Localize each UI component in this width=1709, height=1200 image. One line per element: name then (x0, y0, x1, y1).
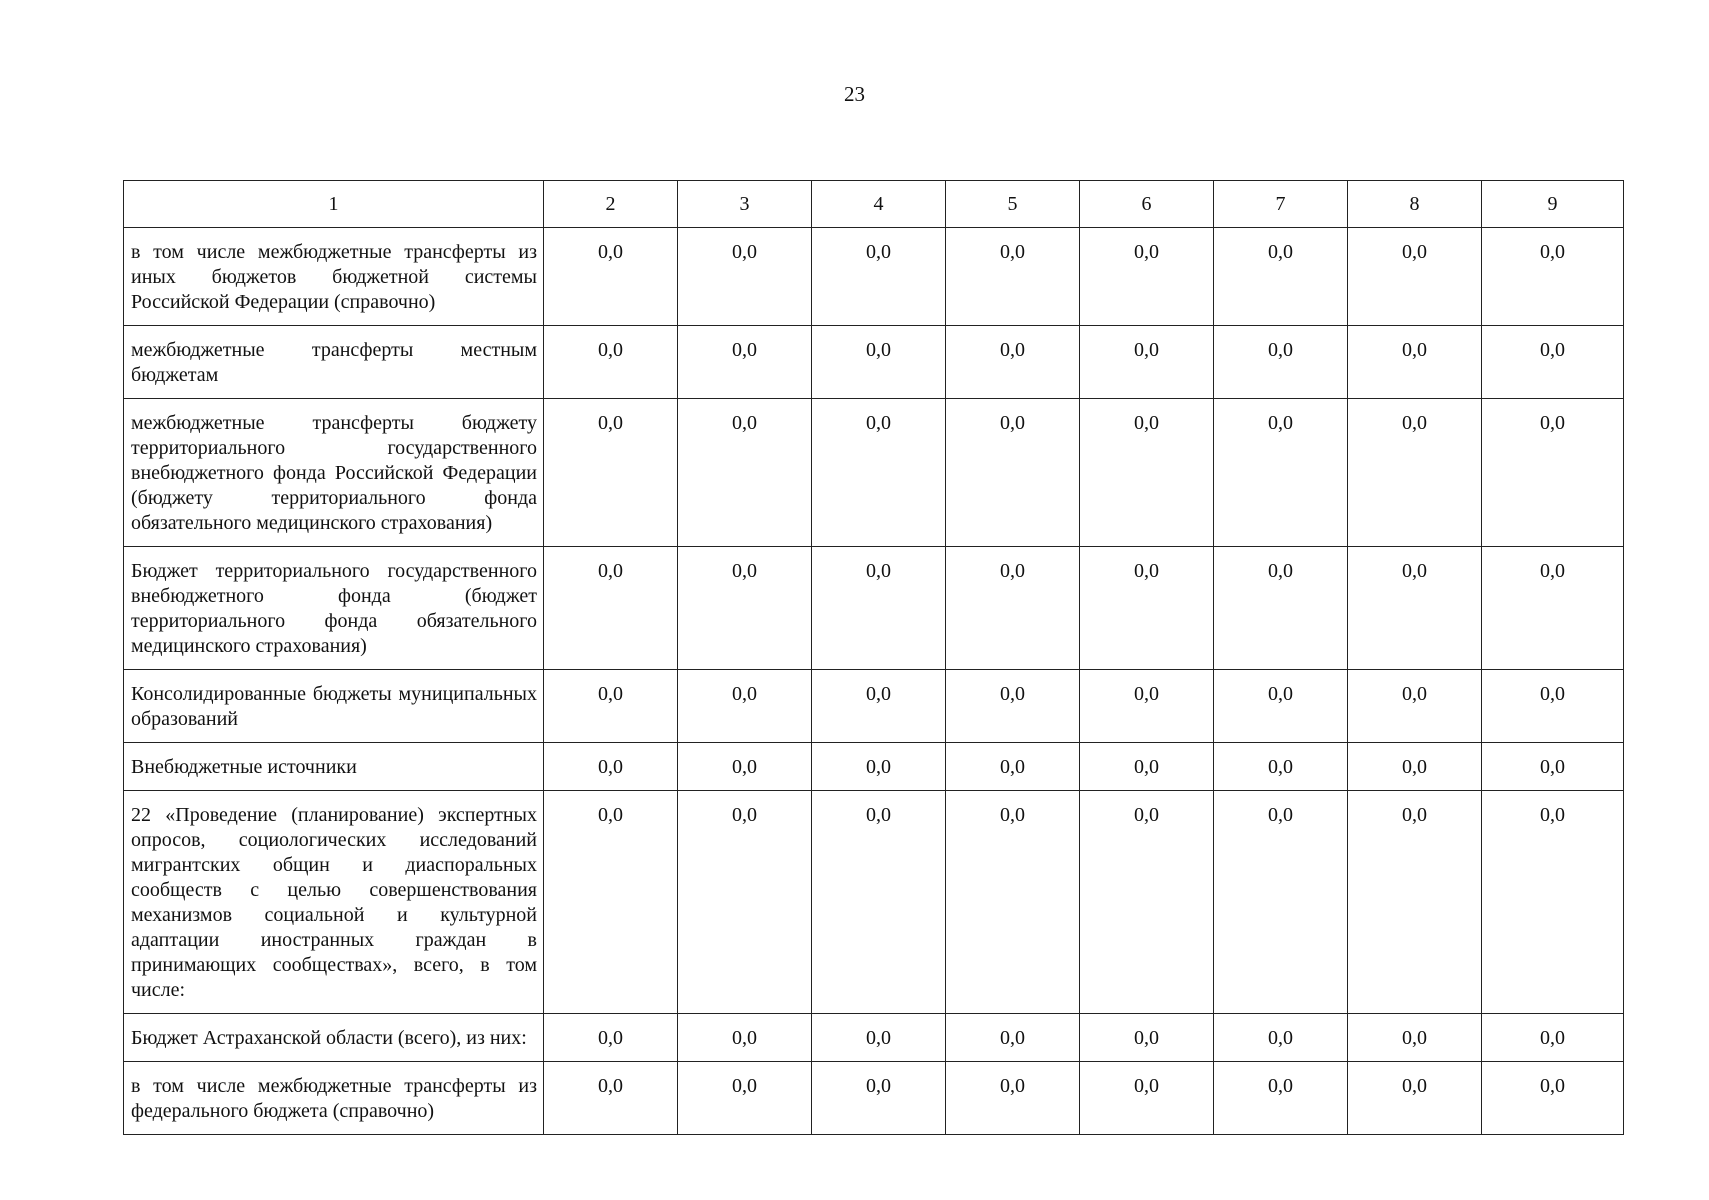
table-row (124, 326, 1624, 399)
row-value: 0,0 (1348, 1014, 1482, 1062)
row-value: 0,0 (1080, 1014, 1214, 1062)
row-value: 0,0 (946, 228, 1080, 326)
row-value: 0,0 (1080, 547, 1214, 670)
row-value: 0,0 (1080, 1062, 1214, 1135)
budget-table (123, 180, 1624, 1135)
row-value: 0,0 (1214, 670, 1348, 743)
row-value: 0,0 (946, 743, 1080, 791)
table-row (124, 547, 1624, 670)
row-value: 0,0 (946, 670, 1080, 743)
table-row (124, 670, 1624, 743)
page-number: 23 (844, 82, 865, 106)
header-row (124, 181, 1624, 228)
row-value: 0,0 (678, 547, 812, 670)
table-row (124, 1062, 1624, 1135)
row-value: 0,0 (1214, 1062, 1348, 1135)
row-value: 0,0 (1214, 1014, 1348, 1062)
row-value: 0,0 (1214, 547, 1348, 670)
table-row (124, 743, 1624, 791)
row-label: Консолидированные бюджеты муниципальных образований (124, 670, 544, 743)
row-value: 0,0 (1214, 326, 1348, 399)
row-value: 0,0 (678, 670, 812, 743)
row-value: 0,0 (1348, 547, 1482, 670)
row-value: 0,0 (1214, 743, 1348, 791)
row-value: 0,0 (812, 791, 946, 1014)
row-value: 0,0 (1482, 547, 1624, 670)
row-value: 0,0 (1348, 791, 1482, 1014)
row-value: 0,0 (1080, 399, 1214, 547)
row-value: 0,0 (544, 670, 678, 743)
row-value: 0,0 (812, 228, 946, 326)
row-value: 0,0 (544, 791, 678, 1014)
row-value: 0,0 (1080, 228, 1214, 326)
row-value: 0,0 (1214, 399, 1348, 547)
row-value: 0,0 (544, 326, 678, 399)
row-value: 0,0 (544, 228, 678, 326)
row-value: 0,0 (946, 1014, 1080, 1062)
row-value: 0,0 (1348, 326, 1482, 399)
row-value: 0,0 (1482, 326, 1624, 399)
column-header: 8 (1348, 181, 1482, 228)
row-value: 0,0 (678, 791, 812, 1014)
row-label: Бюджет Астраханской области (всего), из них: (124, 1014, 544, 1062)
row-label: Внебюджетные источники (124, 743, 544, 791)
row-value: 0,0 (946, 791, 1080, 1014)
row-value: 0,0 (544, 547, 678, 670)
row-value: 0,0 (1482, 791, 1624, 1014)
row-label: межбюджетные трансферты местным бюджетам (124, 326, 544, 399)
row-value: 0,0 (946, 326, 1080, 399)
column-header: 2 (544, 181, 678, 228)
row-value: 0,0 (678, 743, 812, 791)
column-header: 9 (1482, 181, 1624, 228)
row-label: Бюджет территориального государственного внебюджетного фонда (бюджет территориального фонда обязательного медицинского страхования) (124, 547, 544, 670)
row-value: 0,0 (1348, 228, 1482, 326)
row-label: 22 «Проведение (планирование) экспертных опросов, социологических исследований мигрантских общин и диаспоральных сообществ с целью совершенствования механизмов социальной и культурной адаптации иностранных граждан в принимающих сообществах», всего, в том числе: (124, 791, 544, 1014)
row-label: в том числе межбюджетные трансферты из иных бюджетов бюджетной системы Российской Федерации (справочно) (124, 228, 544, 326)
row-label: межбюджетные трансферты бюджету территориального государственного внебюджетного фонда Российской Федерации (бюджету территориального фонда обязательного медицинского страхования) (124, 399, 544, 547)
table-row (124, 399, 1624, 547)
row-value: 0,0 (1348, 399, 1482, 547)
row-value: 0,0 (1482, 743, 1624, 791)
table-row (124, 1014, 1624, 1062)
row-value: 0,0 (812, 1062, 946, 1135)
column-header: 1 (124, 181, 544, 228)
row-value: 0,0 (812, 399, 946, 547)
table-row (124, 228, 1624, 326)
row-value: 0,0 (544, 399, 678, 547)
row-value: 0,0 (946, 399, 1080, 547)
row-value: 0,0 (1080, 791, 1214, 1014)
row-value: 0,0 (812, 743, 946, 791)
row-value: 0,0 (1214, 228, 1348, 326)
row-value: 0,0 (1482, 228, 1624, 326)
row-value: 0,0 (678, 228, 812, 326)
row-value: 0,0 (544, 1062, 678, 1135)
row-value: 0,0 (544, 743, 678, 791)
column-header: 4 (812, 181, 946, 228)
row-value: 0,0 (812, 326, 946, 399)
row-value: 0,0 (946, 1062, 1080, 1135)
row-value: 0,0 (1482, 1062, 1624, 1135)
row-value: 0,0 (678, 399, 812, 547)
row-value: 0,0 (812, 1014, 946, 1062)
row-value: 0,0 (1348, 1062, 1482, 1135)
row-value: 0,0 (678, 1062, 812, 1135)
row-value: 0,0 (1348, 670, 1482, 743)
row-value: 0,0 (544, 1014, 678, 1062)
row-value: 0,0 (812, 670, 946, 743)
row-value: 0,0 (1080, 743, 1214, 791)
row-value: 0,0 (812, 547, 946, 670)
row-value: 0,0 (1482, 1014, 1624, 1062)
row-value: 0,0 (946, 547, 1080, 670)
row-value: 0,0 (1482, 670, 1624, 743)
column-header: 3 (678, 181, 812, 228)
table-row (124, 791, 1624, 1014)
row-value: 0,0 (678, 326, 812, 399)
row-label: в том числе межбюджетные трансферты из федерального бюджета (справочно) (124, 1062, 544, 1135)
row-value: 0,0 (678, 1014, 812, 1062)
column-header: 6 (1080, 181, 1214, 228)
row-value: 0,0 (1214, 791, 1348, 1014)
column-header: 5 (946, 181, 1080, 228)
row-value: 0,0 (1348, 743, 1482, 791)
row-value: 0,0 (1482, 399, 1624, 547)
row-value: 0,0 (1080, 670, 1214, 743)
column-header: 7 (1214, 181, 1348, 228)
row-value: 0,0 (1080, 326, 1214, 399)
